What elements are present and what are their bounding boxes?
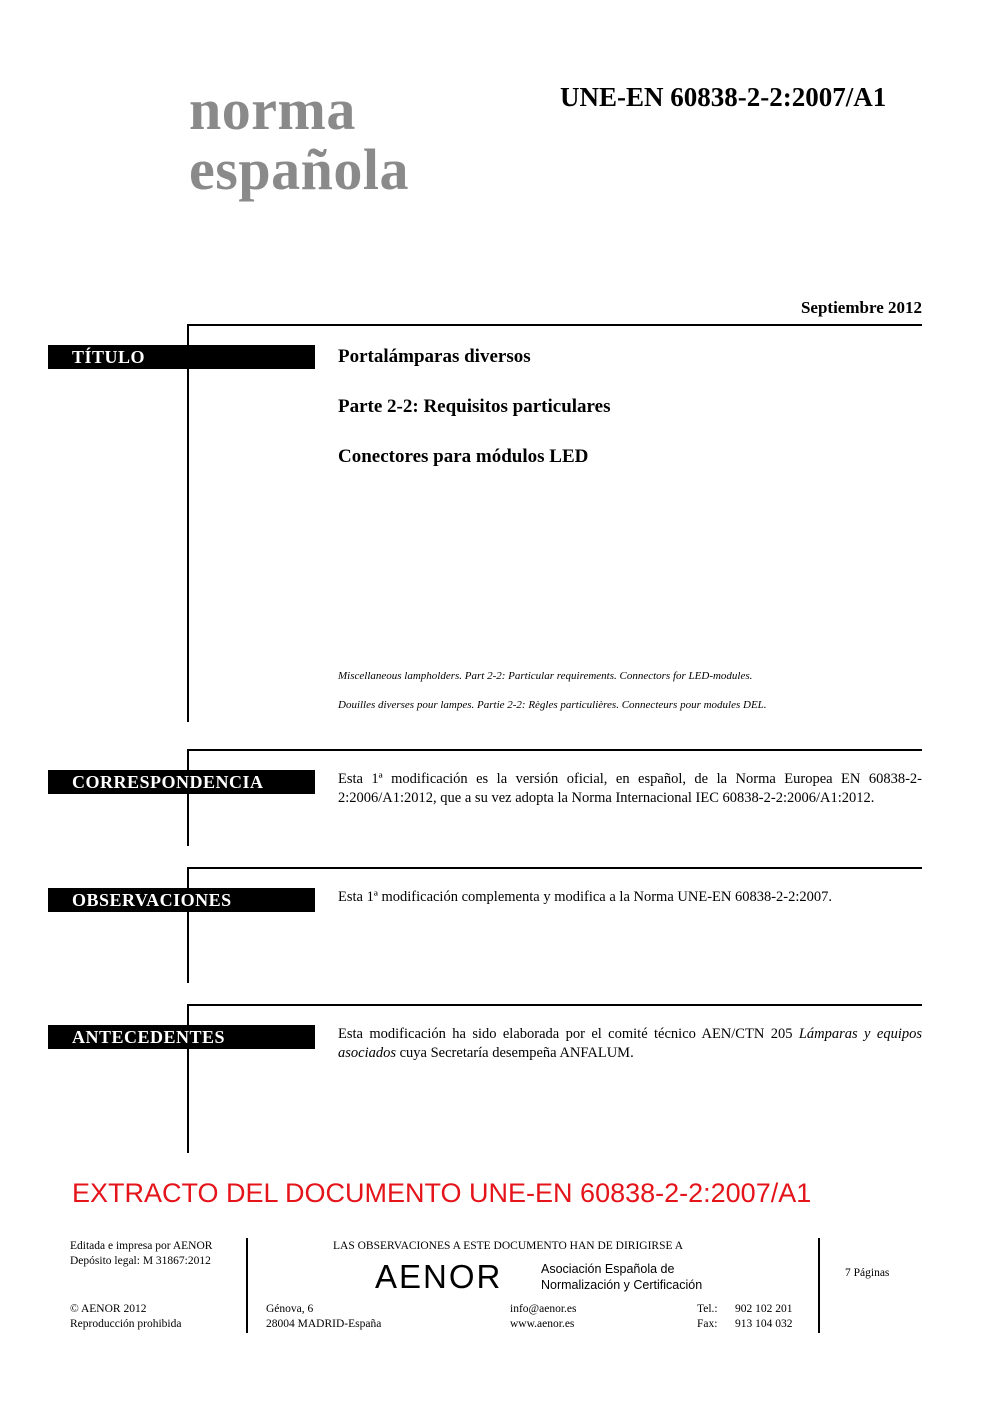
title-line-1: Portalámparas diversos — [338, 346, 531, 367]
footer-tel-label: Tel.: — [697, 1303, 718, 1315]
footer-address-city: 28004 MADRID-España — [266, 1318, 382, 1330]
observaciones-text: Esta 1ª modificación complementa y modifica a la Norma UNE-EN 60838-2-2:2007. — [338, 889, 833, 905]
antecedentes-text-after: cuya Secretaría desempeña ANFALUM. — [396, 1045, 634, 1061]
section-divider — [188, 749, 922, 751]
standard-code: UNE-EN 60838-2-2:2007/A1 — [560, 82, 887, 112]
label-correspondencia: CORRESPONDENCIA — [48, 770, 315, 794]
section-divider — [188, 1004, 922, 1006]
page-count: 7 Páginas — [845, 1267, 890, 1279]
section-vertical-rule — [187, 324, 189, 722]
publication-date: Septiembre 2012 — [800, 298, 922, 317]
brand-title — [189, 77, 409, 202]
footer-copyright: © AENOR 2012 — [70, 1303, 147, 1315]
aenor-subtitle — [541, 1261, 702, 1293]
footer-edited: Editada e impresa por AENOR — [70, 1240, 213, 1252]
footer-divider-right — [818, 1238, 820, 1333]
french-title: Douilles diverses pour lampes. Partie 2-2: Règles particulières. Connecteurs pour modules DEL. — [338, 699, 767, 711]
antecedentes-text — [338, 1025, 922, 1063]
section-divider — [188, 324, 922, 326]
aenor-logo: AENOR — [375, 1258, 503, 1295]
title-line-2: Parte 2-2: Requisitos particulares — [338, 396, 611, 417]
brand-line-2: española — [189, 137, 409, 202]
footer-rights — [70, 1302, 181, 1332]
label-observaciones: OBSERVACIONES — [48, 888, 315, 912]
footer-observations-heading: LAS OBSERVACIONES A ESTE DOCUMENTO HAN DE DIRIGIRSE A — [333, 1240, 684, 1252]
extract-banner: EXTRACTO DEL DOCUMENTO UNE-EN 60838-2-2:2007/A1 — [72, 1178, 812, 1208]
footer-phone-numbers — [735, 1302, 793, 1332]
correspondencia-text: Esta 1ª modificación es la versión oficial, en español, de la Norma Europea EN 60838-2-2:2006/A1:2012, que a su vez adopta la Norma Internacional IEC 60838-2-2:2006/A1:2012. — [338, 771, 922, 806]
section-vertical-rule — [187, 749, 189, 846]
label-antecedentes: ANTECEDENTES — [48, 1025, 315, 1049]
aenor-subtitle-line-2: Normalización y Certificación — [541, 1278, 703, 1292]
footer-contact-online — [510, 1302, 576, 1332]
footer-deposit: Depósito legal: M 31867:2012 — [70, 1255, 211, 1267]
footer-web: www.aenor.es — [510, 1318, 575, 1330]
footer-address-street: Génova, 6 — [266, 1303, 314, 1315]
brand-line-1: norma — [189, 77, 356, 142]
footer-tel: 902 102 201 — [735, 1303, 793, 1315]
antecedentes-text-before: Esta modificación ha sido elaborada por el comité técnico AEN/CTN 205 — [338, 1026, 799, 1042]
footer-phone-labels — [697, 1302, 718, 1332]
footer-divider-left — [246, 1238, 248, 1333]
section-vertical-rule — [187, 867, 189, 983]
title-line-3: Conectores para módulos LED — [338, 446, 589, 467]
footer-fax: 913 104 032 — [735, 1318, 793, 1330]
aenor-subtitle-line-1: Asociación Española de — [541, 1262, 675, 1276]
footer-address — [266, 1302, 381, 1332]
english-title: Miscellaneous lampholders. Part 2-2: Particular requirements. Connectors for LED-modules. — [338, 670, 753, 682]
label-titulo: TÍTULO — [48, 345, 315, 369]
footer-fax-label: Fax: — [697, 1318, 718, 1330]
section-divider — [188, 867, 922, 869]
footer-edition — [70, 1239, 212, 1269]
footer-reproduction: Reproducción prohibida — [70, 1318, 182, 1330]
footer-email: info@aenor.es — [510, 1303, 577, 1315]
committee-name: Lámparas y equipos asociados — [338, 1026, 922, 1061]
